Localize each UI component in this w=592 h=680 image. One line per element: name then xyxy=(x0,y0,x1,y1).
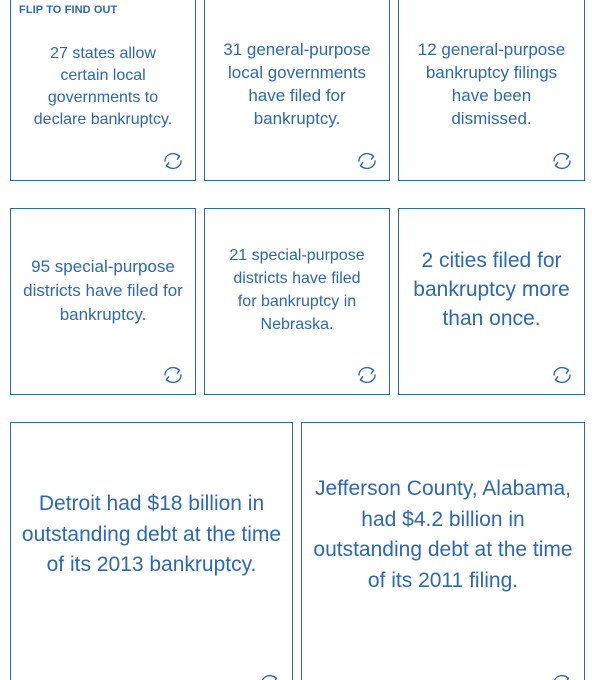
flip-instruction-label: FLIP TO FIND OUT xyxy=(19,4,118,16)
flip-card-cities-more-than-once[interactable] xyxy=(398,208,585,395)
flip-card-nebraska-districts[interactable] xyxy=(204,208,390,395)
flip-arrows-icon[interactable] xyxy=(549,673,575,680)
flip-card-jefferson-county-debt[interactable] xyxy=(301,422,585,680)
flip-arrows-icon[interactable] xyxy=(160,151,186,171)
card-text: Detroit had $18 billion in outstanding debt at the time of its 2013 bankruptcy. xyxy=(21,492,282,577)
flip-arrows-icon[interactable] xyxy=(160,365,186,385)
card-text: 31 general-purpose local governments have filed for bankruptcy. xyxy=(223,39,371,128)
flip-arrows-icon[interactable] xyxy=(354,365,380,385)
flip-card-filings-dismissed[interactable] xyxy=(398,0,585,181)
card-text: 21 special-purpose districts have filed for bankruptcy in Nebraska. xyxy=(229,246,365,333)
card-text: 27 states allow certain local governments to declare bankruptcy. xyxy=(33,44,173,128)
flip-arrows-icon[interactable] xyxy=(354,151,380,171)
flip-card-special-districts[interactable] xyxy=(10,208,196,395)
card-text: Jefferson County, Alabama, had $4.2 billion in outstanding debt at the time of its 2011 filing. xyxy=(313,477,573,592)
card-text: 95 special-purpose districts have filed for bankruptcy. xyxy=(23,256,183,324)
flip-arrows-icon[interactable] xyxy=(549,151,575,171)
flip-arrows-icon[interactable] xyxy=(257,673,283,680)
card-text: 2 cities filed for bankruptcy more than once. xyxy=(413,249,570,330)
flip-card-local-gov-filed[interactable] xyxy=(204,0,390,181)
flip-card-detroit-debt[interactable] xyxy=(10,422,293,680)
card-text: 12 general-purpose bankruptcy filings have been dismissed. xyxy=(417,39,566,128)
flip-card-states-allow[interactable] xyxy=(10,0,196,181)
flip-arrows-icon[interactable] xyxy=(549,365,575,385)
